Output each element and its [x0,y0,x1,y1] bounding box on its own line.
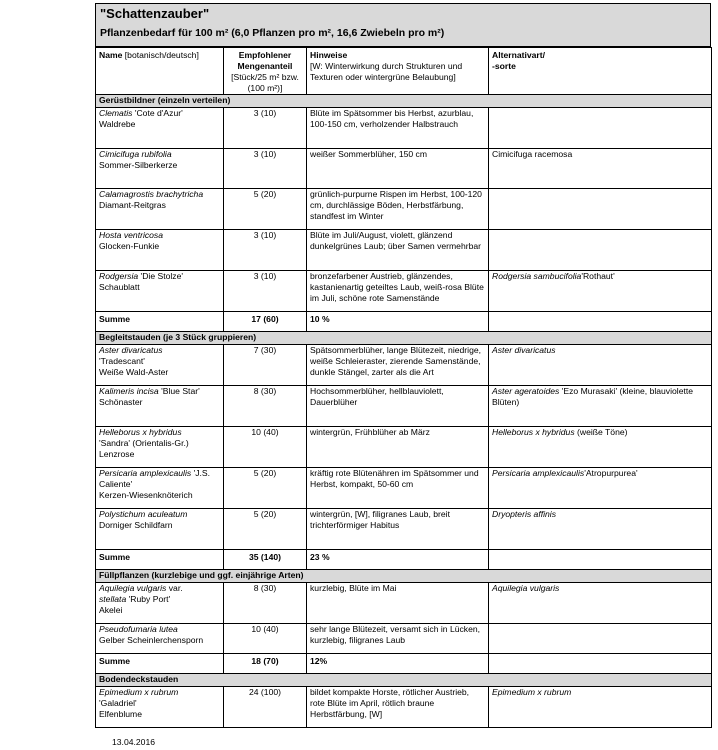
section-title: Begleitstauden (je 3 Stück gruppieren) [96,332,712,345]
plant-row [96,427,712,468]
sum-row [96,550,712,570]
plant-notes: Blüte im Juli/August, violett, glänzend dunkelgrünes Laub; über Samen vermehrbar [307,230,489,271]
document-header [95,3,711,47]
plant-amount: 8 (30) [224,386,307,427]
sum-amount: 18 (70) [224,654,307,674]
plant-amount: 24 (100) [224,687,307,728]
plant-amount: 8 (30) [224,583,307,624]
plant-notes: bildet kompakte Horste, rötlicher Austrieb, rote Blüte im April, rötlich braune Herbstfärbung, [W] [307,687,489,728]
header-notes: Hinweise [W: Winterwirkung durch Strukturen und Texturen oder wintergrüne Belaubung] [307,48,489,95]
plant-notes: bronzefarbener Austrieb, glänzendes, kastanienartig geteiltes Laub, weiß-rosa Blüte im Juli, schöne rote Samenstände [307,271,489,312]
plant-amount: 5 (20) [224,189,307,230]
plant-name: Polystichum aculeatum Dorniger Schildfarn [96,509,224,550]
plant-name: Aster divaricatus 'Tradescant' Weiße Wald-Aster [96,345,224,386]
sum-empty [489,312,712,332]
plant-name: Kalimeris incisa 'Blue Star' Schönaster [96,386,224,427]
plant-notes: wintergrün, [W], filigranes Laub, breit trichterförmiger Habitus [307,509,489,550]
plant-table [95,47,712,728]
plant-row [96,149,712,189]
sum-percent: 10 % [307,312,489,332]
plant-row [96,189,712,230]
plant-row [96,108,712,149]
plant-amount: 3 (10) [224,271,307,312]
section-header [96,332,712,345]
sum-label: Summe [96,550,224,570]
plant-name: Persicaria amplexicaulis 'J.S. Caliente' Kerzen-Wiesenknöterich [96,468,224,509]
section-header [96,570,712,583]
plant-name: Aquilegia vulgaris var. stellata 'Ruby Port' Akelei [96,583,224,624]
plant-alternative: Helleborus x hybridus (weiße Töne) [489,427,712,468]
plant-row [96,509,712,550]
sum-row [96,312,712,332]
plant-amount: 3 (10) [224,108,307,149]
plant-notes: Hochsommerblüher, hellblauviolett, Dauerblüher [307,386,489,427]
plant-name: Rodgersia 'Die Stolze' Schaublatt [96,271,224,312]
plant-amount: 3 (10) [224,230,307,271]
plant-name: Cimicifuga rubifolia Sommer-Silberkerze [96,149,224,189]
sum-percent: 12% [307,654,489,674]
plant-notes: sehr lange Blütezeit, versamt sich in Lücken, kurzlebig, filigranes Laub [307,624,489,654]
plant-notes: Spätsommerblüher, lange Blütezeit, niedrige, weiße Schleieraster, zierende Samenstände, dunkle Stängel, zarter als die Art [307,345,489,386]
plant-name: Hosta ventricosa Glocken-Funkie [96,230,224,271]
plant-amount: 3 (10) [224,149,307,189]
footer-date: 13.04.2016 [112,737,156,747]
plant-name: Epimedium x rubrum 'Galadriel' Elfenblume [96,687,224,728]
plant-row [96,345,712,386]
plant-notes: wintergrün, Frühblüher ab März [307,427,489,468]
sum-amount: 35 (140) [224,550,307,570]
plant-alternative: Aquilegia vulgaris [489,583,712,624]
plant-row [96,687,712,728]
plant-notes: kräftig rote Blütenähren im Spätsommer und Herbst, kompakt, 50-60 cm [307,468,489,509]
plant-alternative [489,108,712,149]
sum-label: Summe [96,654,224,674]
sum-row [96,654,712,674]
plant-row [96,230,712,271]
section-header [96,95,712,108]
plant-alternative: Epimedium x rubrum [489,687,712,728]
plant-name: Clematis 'Cote d'Azur' Waldrebe [96,108,224,149]
plant-name: Helleborus x hybridus 'Sandra' (Orientalis-Gr.) Lenzrose [96,427,224,468]
sum-label: Summe [96,312,224,332]
plant-alternative: Cimicifuga racemosa [489,149,712,189]
plant-amount: 10 (40) [224,427,307,468]
plant-row [96,271,712,312]
plant-name: Pseudofumaria lutea Gelber Scheinlerchensporn [96,624,224,654]
document-sheet [95,3,711,728]
document-title: "Schattenzauber" [100,6,210,21]
plant-amount: 7 (30) [224,345,307,386]
plant-alternative: Rodgersia sambucifolia'Rothaut' [489,271,712,312]
header-share: Empfohlener Mengenanteil [Stück/25 m² bzw. (100 m²)] [224,48,307,95]
plant-alternative [489,230,712,271]
plant-alternative: Dryopteris affinis [489,509,712,550]
plant-alternative: Aster ageratoides 'Ezo Murasaki' (kleine, blauviolette Blüten) [489,386,712,427]
plant-notes: Blüte im Spätsommer bis Herbst, azurblau, 100-150 cm, verholzender Halbstrauch [307,108,489,149]
header-alternative: Alternativart/ -sorte [489,48,712,95]
section-title: Gerüstbildner (einzeln verteilen) [96,95,712,108]
sum-empty [489,550,712,570]
plant-notes: weißer Sommerblüher, 150 cm [307,149,489,189]
sum-percent: 23 % [307,550,489,570]
section-title: Bodendeckstauden [96,674,712,687]
plant-name: Calamagrostis brachytricha Diamant-Reitgras [96,189,224,230]
plant-row [96,624,712,654]
plant-amount: 5 (20) [224,509,307,550]
section-title: Füllpflanzen (kurzlebige und ggf. einjährige Arten) [96,570,712,583]
plant-amount: 10 (40) [224,624,307,654]
plant-amount: 5 (20) [224,468,307,509]
plant-alternative: Aster divaricatus [489,345,712,386]
sum-empty [489,654,712,674]
document-subtitle: Pflanzenbedarf für 100 m² (6,0 Pflanzen pro m², 16,6 Zwiebeln pro m²) [100,27,445,39]
plant-alternative [489,624,712,654]
header-name: Name [botanisch/deutsch] [96,48,224,95]
sum-amount: 17 (60) [224,312,307,332]
section-header [96,674,712,687]
plant-row [96,468,712,509]
plant-alternative: Persicaria amplexicaulis'Atropurpurea' [489,468,712,509]
plant-row [96,386,712,427]
plant-notes: grünlich-purpurne Rispen im Herbst, 100-120 cm, durchlässige Böden, Herbstfärbung, standfest im Winter [307,189,489,230]
table-header-row [96,48,712,95]
plant-notes: kurzlebig, Blüte im Mai [307,583,489,624]
plant-alternative [489,189,712,230]
plant-row [96,583,712,624]
